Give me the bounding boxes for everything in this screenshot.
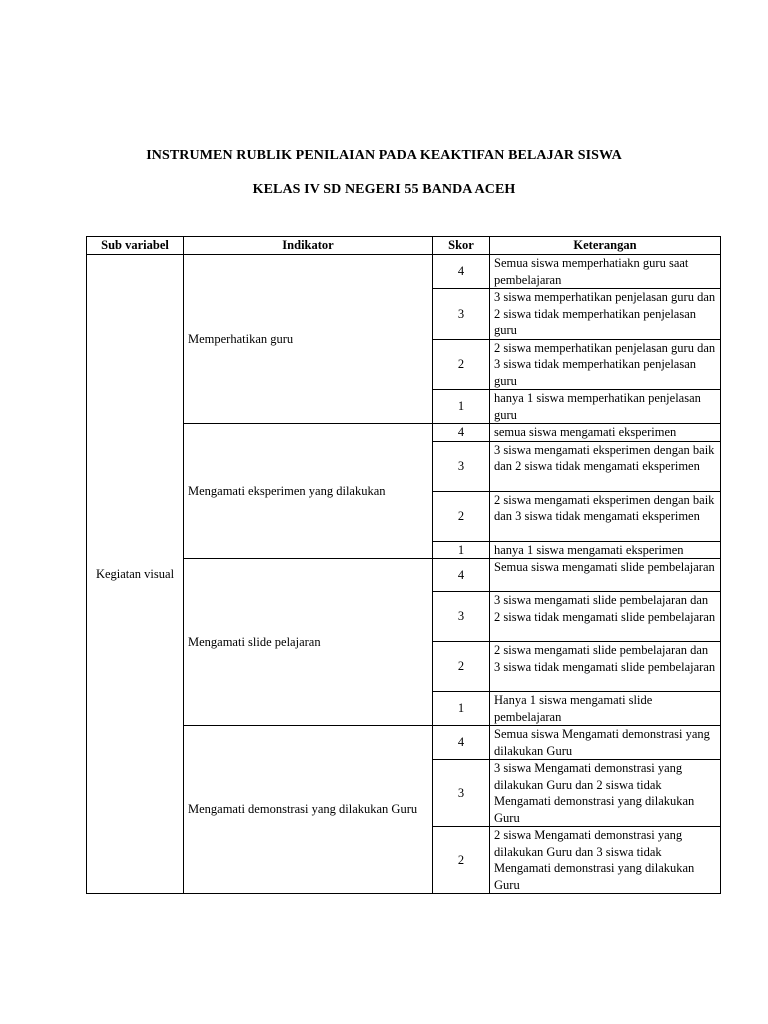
score-cell: 2 [433, 339, 490, 390]
description-cell: hanya 1 siswa mengamati eksperimen [490, 541, 721, 559]
indicator-cell: Mengamati slide pelajaran [184, 559, 433, 726]
rubric-body [87, 255, 721, 894]
score-cell: 1 [433, 692, 490, 726]
description-cell: 2 siswa memperhatikan penjelasan guru dan 3 siswa tidak memperhatikan penjelasan guru [490, 339, 721, 390]
score-cell: 4 [433, 424, 490, 442]
description-cell: semua siswa mengamati eksperimen [490, 424, 721, 442]
score-cell: 3 [433, 592, 490, 642]
description-cell: 2 siswa mengamati eksperimen dengan baik dan 3 siswa tidak mengamati eksperimen [490, 491, 721, 541]
description-cell: 2 siswa Mengamati demonstrasi yang dilakukan Guru dan 3 siswa tidak Mengamati demonstrasi yang dilakukan Guru [490, 827, 721, 894]
description-cell: Semua siswa memperhatiakn guru saat pembelajaran [490, 255, 721, 289]
indicator-cell: Mengamati eksperimen yang dilakukan [184, 424, 433, 559]
indicator-cell: Mengamati demonstrasi yang dilakukan Guru [184, 726, 433, 894]
header-sub-variable: Sub variabel [87, 237, 184, 255]
table-row [87, 255, 721, 289]
description-cell: 3 siswa mengamati slide pembelajaran dan 2 siswa tidak mengamati slide pembelajaran [490, 592, 721, 642]
score-cell: 1 [433, 390, 490, 424]
description-cell: 3 siswa mengamati eksperimen dengan baik dan 2 siswa tidak mengamati eksperimen [490, 441, 721, 491]
document-title: INSTRUMEN RUBLIK PENILAIAN PADA KEAKTIFAN BELAJAR SISWA [146, 148, 622, 163]
header-description: Keterangan [490, 237, 721, 255]
description-cell: Semua siswa Mengamati demonstrasi yang dilakukan Guru [490, 726, 721, 760]
score-cell: 3 [433, 441, 490, 491]
score-cell: 3 [433, 289, 490, 340]
description-cell: 3 siswa memperhatikan penjelasan guru dan 2 siswa tidak memperhatikan penjelasan guru [490, 289, 721, 340]
score-cell: 4 [433, 726, 490, 760]
document-subtitle: KELAS IV SD NEGERI 55 BANDA ACEH [252, 182, 516, 197]
header-indicator: Indikator [184, 237, 433, 255]
header-score: Skor [433, 237, 490, 255]
sub-variable-cell: Kegiatan visual [87, 255, 184, 894]
score-cell: 2 [433, 491, 490, 541]
description-cell: Semua siswa mengamati slide pembelajaran [490, 559, 721, 592]
rubric-table [86, 236, 721, 894]
description-cell: 3 siswa Mengamati demonstrasi yang dilakukan Guru dan 2 siswa tidak Mengamati demonstrasi yang dilakukan Guru [490, 760, 721, 827]
score-cell: 4 [433, 255, 490, 289]
score-cell: 2 [433, 642, 490, 692]
indicator-cell: Memperhatikan guru [184, 255, 433, 424]
description-cell: Hanya 1 siswa mengamati slide pembelajaran [490, 692, 721, 726]
table-header-row [87, 237, 721, 255]
description-cell: hanya 1 siswa memperhatikan penjelasan guru [490, 390, 721, 424]
score-cell: 1 [433, 541, 490, 559]
score-cell: 4 [433, 559, 490, 592]
description-cell: 2 siswa mengamati slide pembelajaran dan 3 siswa tidak mengamati slide pembelajaran [490, 642, 721, 692]
score-cell: 3 [433, 760, 490, 827]
score-cell: 2 [433, 827, 490, 894]
